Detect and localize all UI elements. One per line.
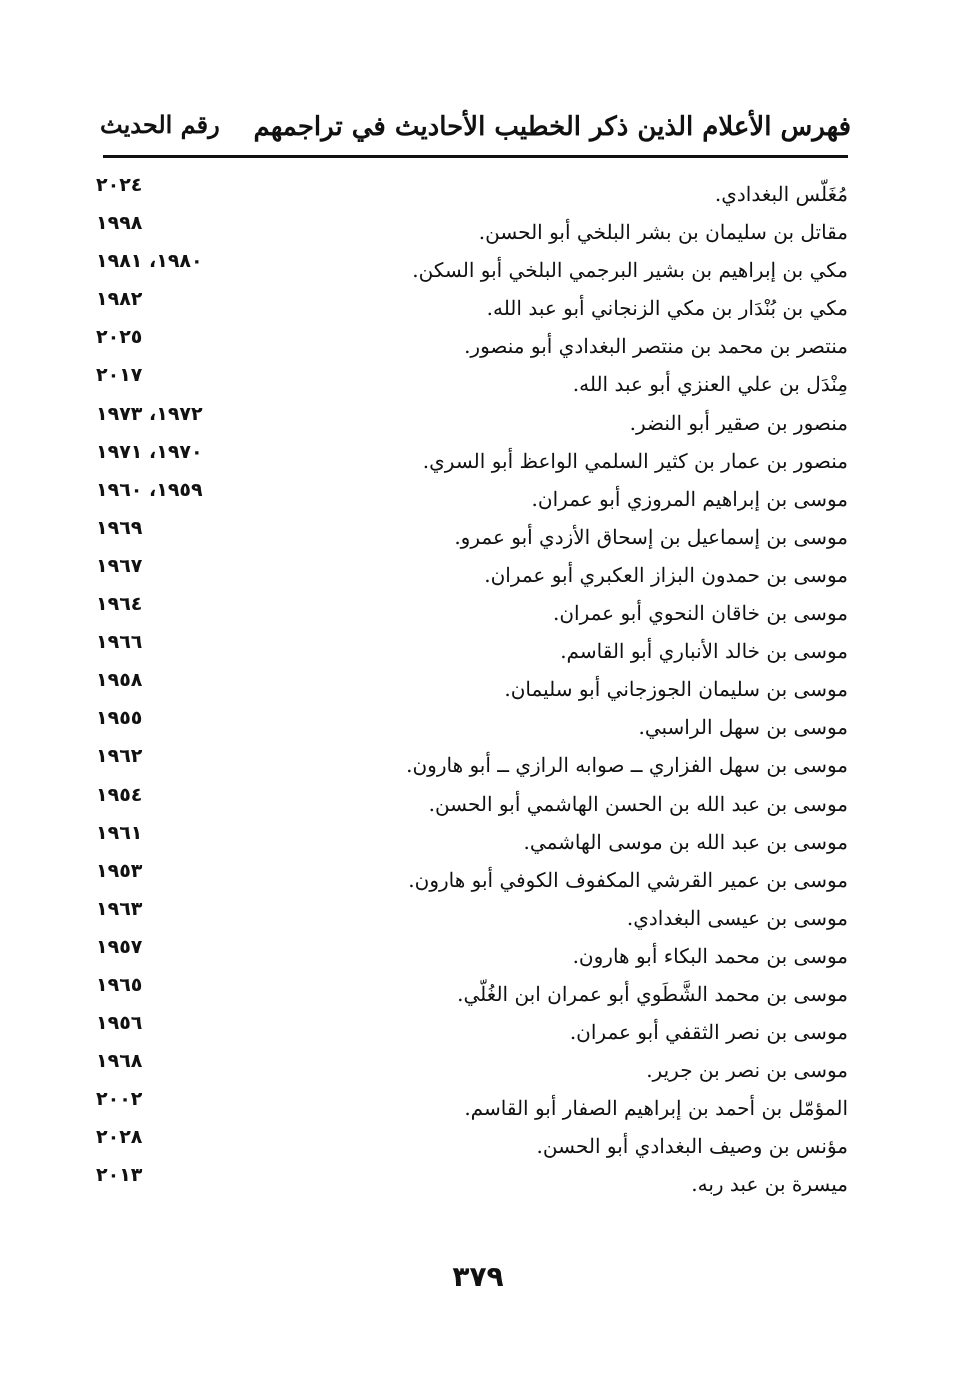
list-item bbox=[96, 970, 856, 1008]
entry-hadith-number: ١٩٥٨ bbox=[96, 669, 143, 692]
list-item bbox=[96, 703, 856, 741]
entry-hadith-number: ١٩٧٠، ١٩٧١ bbox=[96, 440, 203, 463]
entry-hadith-number: ٢٠١٧ bbox=[96, 364, 143, 387]
page-number: ٣٧٩ bbox=[452, 1260, 504, 1293]
list-item bbox=[96, 856, 856, 894]
list-item bbox=[96, 437, 856, 475]
entry-name: ميسرة بن عبد ربه. bbox=[691, 1172, 848, 1197]
page-title: فهرس الأعلام الذين ذكر الخطيب الأحاديث في تراجمهم bbox=[253, 112, 851, 142]
list-item bbox=[96, 665, 856, 703]
entry-hadith-number: ١٩٦٣ bbox=[96, 897, 143, 920]
entry-name: مقاتل بن سليمان بن بشر البلخي أبو الحسن. bbox=[478, 220, 848, 245]
entry-name: موسى بن عبد الله بن موسى الهاشمي. bbox=[523, 829, 848, 854]
entry-name: موسى بن سهل الفزاري ــ صوابه الرازي ــ أبو هارون. bbox=[406, 753, 848, 778]
entry-hadith-number: ٢٠١٣ bbox=[96, 1164, 143, 1187]
entry-name: موسى بن عبد الله بن الحسن الهاشمي أبو الحسن. bbox=[428, 791, 848, 816]
list-item bbox=[96, 475, 856, 513]
entry-name: موسى بن نصر الثقفي أبو عمران. bbox=[569, 1020, 848, 1045]
entry-name: مؤنس بن وصيف البغدادي أبو الحسن. bbox=[536, 1134, 848, 1159]
list-item bbox=[96, 1008, 856, 1046]
entry-name: مُغَلّس البغدادي. bbox=[714, 182, 848, 206]
list-item bbox=[96, 360, 856, 398]
entry-name: مِنْدَل بن علي العنزي أبو عبد الله. bbox=[572, 372, 848, 397]
entry-hadith-number: ١٩٥٥ bbox=[96, 707, 143, 730]
list-item bbox=[96, 1084, 856, 1122]
index-entries-list bbox=[96, 170, 856, 1199]
list-item bbox=[96, 1046, 856, 1084]
list-item bbox=[96, 780, 856, 818]
entry-name: موسى بن سليمان الجوزجاني أبو سليمان. bbox=[504, 677, 848, 702]
entry-hadith-number: ١٩٦٩ bbox=[96, 516, 143, 539]
entry-hadith-number: ١٩٦٦ bbox=[96, 631, 143, 654]
list-item bbox=[96, 627, 856, 665]
entry-name: موسى بن عمير القرشي المكفوف الكوفي أبو هارون. bbox=[408, 867, 848, 892]
entry-hadith-number: ١٩٥٣ bbox=[96, 859, 143, 882]
entry-hadith-number: ١٩٥٦ bbox=[96, 1012, 143, 1035]
entry-name: موسى بن إسماعيل بن إسحاق الأزدي أبو عمرو. bbox=[454, 524, 848, 549]
page-header bbox=[96, 104, 851, 148]
entry-hadith-number: ١٩٦٢ bbox=[96, 745, 143, 768]
entry-hadith-number: ١٩٨٢ bbox=[96, 288, 143, 311]
list-item bbox=[96, 322, 856, 360]
entry-name: موسى بن محمد الشَّطَوي أبو عمران ابن الغُلّي. bbox=[457, 981, 848, 1006]
entry-hadith-number: ١٩٦٥ bbox=[96, 973, 143, 996]
list-item bbox=[96, 818, 856, 856]
entry-name: موسى بن خالد الأنباري أبو القاسم. bbox=[560, 639, 848, 664]
list-item bbox=[96, 246, 856, 284]
entry-hadith-number: ٢٠٠٢ bbox=[96, 1088, 143, 1111]
list-item bbox=[96, 1122, 856, 1160]
entry-hadith-number: ١٩٨٠، ١٩٨١ bbox=[96, 250, 203, 273]
list-item bbox=[96, 284, 856, 322]
entry-name: موسى بن عيسى البغدادي. bbox=[626, 905, 848, 930]
entry-name: منتصر بن محمد بن منتصر البغدادي أبو منصور. bbox=[464, 334, 848, 359]
entry-hadith-number: ١٩٩٨ bbox=[96, 212, 143, 235]
entry-name: موسى بن خاقان النحوي أبو عمران. bbox=[552, 601, 848, 626]
hadith-number-column-label: رقم الحديث bbox=[100, 110, 220, 139]
list-item bbox=[96, 589, 856, 627]
entry-hadith-number: ١٩٦٨ bbox=[96, 1050, 143, 1073]
entry-name: منصور بن عمار بن كثير السلمي الواعظ أبو السري. bbox=[422, 448, 848, 473]
list-item bbox=[96, 1160, 856, 1198]
entry-hadith-number: ١٩٧٢، ١٩٧٣ bbox=[96, 402, 203, 425]
list-item bbox=[96, 170, 856, 208]
entry-name: موسى بن إبراهيم المروزي أبو عمران. bbox=[531, 486, 848, 511]
entry-hadith-number: ٢٠٢٥ bbox=[96, 326, 143, 349]
entry-hadith-number: ١٩٦٧ bbox=[96, 554, 143, 577]
entry-hadith-number: ٢٠٢٤ bbox=[96, 174, 143, 196]
list-item bbox=[96, 399, 856, 437]
entry-name: مكي بن بُنْدَار بن مكي الزنجاني أبو عبد الله. bbox=[486, 296, 848, 321]
list-item bbox=[96, 208, 856, 246]
entry-hadith-number: ١٩٥٩، ١٩٦٠ bbox=[96, 478, 203, 501]
entry-hadith-number: ١٩٦٤ bbox=[96, 593, 143, 616]
list-item bbox=[96, 741, 856, 779]
list-item bbox=[96, 513, 856, 551]
entry-name: موسى بن محمد البكاء أبو هارون. bbox=[572, 943, 848, 968]
list-item bbox=[96, 551, 856, 589]
entry-hadith-number: ١٩٥٤ bbox=[96, 783, 143, 806]
entry-name: منصور بن صقير أبو النضر. bbox=[629, 410, 848, 435]
entry-name: موسى بن سهل الراسبي. bbox=[638, 715, 848, 740]
header-divider bbox=[103, 155, 848, 158]
entry-name: مكي بن إبراهيم بن بشير البرجمي البلخي أبو السكن. bbox=[412, 258, 848, 283]
entry-name: موسى بن حمدون البزاز العكبري أبو عمران. bbox=[484, 562, 848, 587]
entry-name: موسى بن نصر بن جرير. bbox=[646, 1058, 848, 1083]
entry-hadith-number: ١٩٥٧ bbox=[96, 935, 143, 958]
list-item bbox=[96, 894, 856, 932]
entry-name: المؤمّل بن أحمد بن إبراهيم الصفار أبو القاسم. bbox=[464, 1096, 848, 1121]
entry-hadith-number: ١٩٦١ bbox=[96, 821, 143, 844]
entry-hadith-number: ٢٠٢٨ bbox=[96, 1126, 143, 1149]
list-item bbox=[96, 932, 856, 970]
